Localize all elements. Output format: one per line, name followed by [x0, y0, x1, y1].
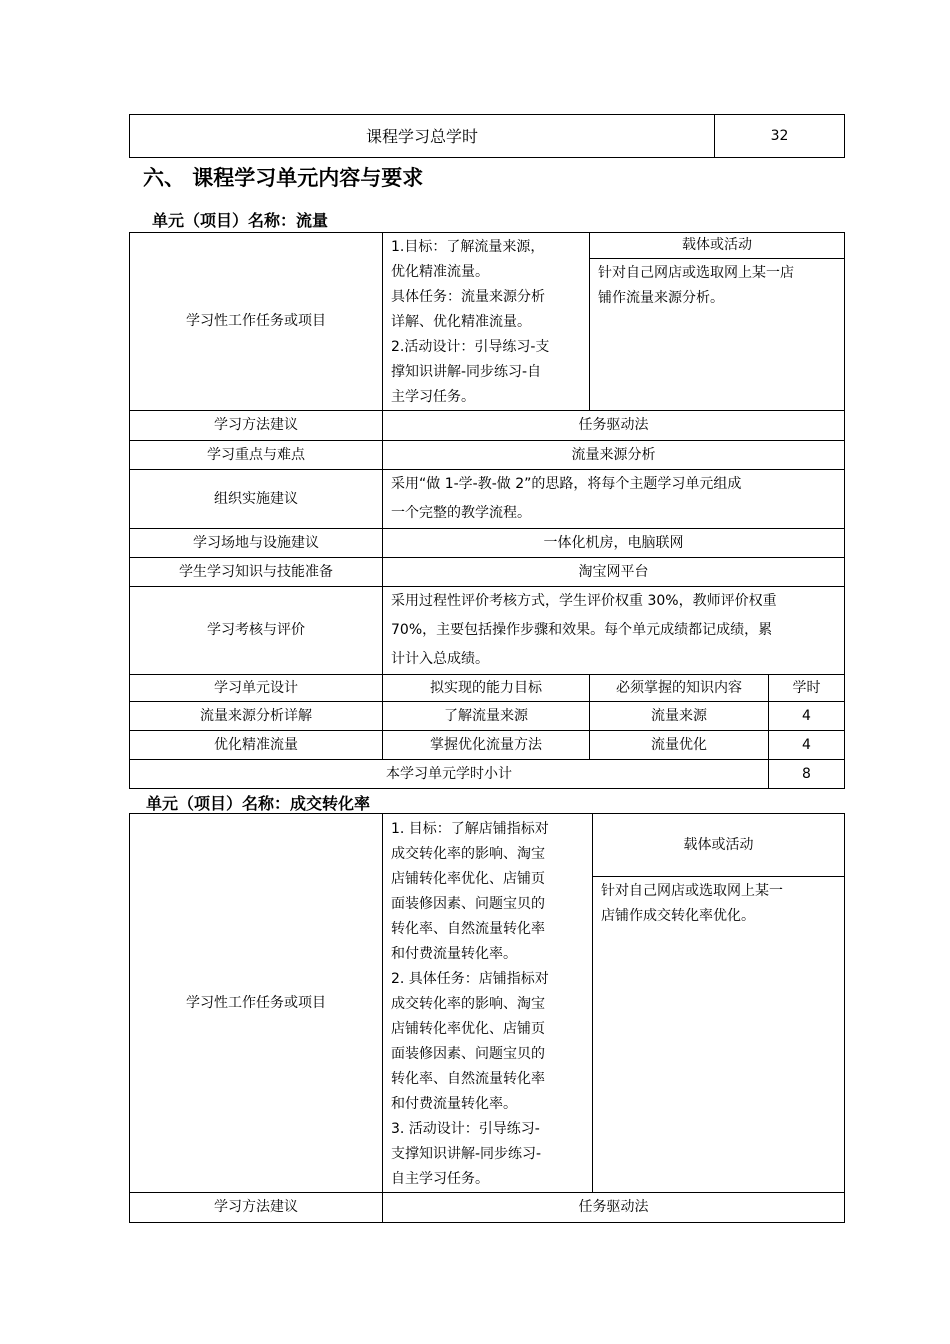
design-cell: 了解流量来源 — [383, 702, 590, 731]
unit2-carrier-text: 针对自己网店或选取网上某一 店铺作成交转化率优化。 — [601, 883, 783, 924]
unit1-eval-label: 学习考核与评价 — [130, 587, 383, 675]
total-hours-label: 课程学习总学时 — [130, 115, 715, 158]
design-header-hours: 学时 — [769, 675, 845, 702]
unit1-prep-label: 学生学习知识与技能准备 — [130, 558, 383, 587]
design-header-unit: 学习单元设计 — [130, 675, 383, 702]
unit1-site-label: 学习场地与设施建议 — [130, 529, 383, 558]
unit2-title: 单元（项目）名称：成交转化率 — [146, 794, 371, 813]
unit1-title: 单元（项目）名称：流量 — [152, 211, 329, 230]
unit2-table — [129, 813, 845, 1223]
design-cell: 掌握优化流量方法 — [383, 731, 590, 760]
unit2-carrier-cell — [593, 814, 845, 1193]
design-cell: 4 — [769, 731, 845, 760]
unit1-site-value: 一体化机房，电脑联网 — [383, 529, 845, 558]
unit1-org-label: 组织实施建议 — [130, 470, 383, 529]
table-row — [130, 702, 845, 731]
unit1-method-value: 任务驱动法 — [383, 411, 845, 441]
subtotal-value: 8 — [769, 760, 845, 789]
unit2-task-label: 学习性工作任务或项目 — [130, 814, 383, 1193]
design-cell: 4 — [769, 702, 845, 731]
subtotal-label: 本学习单元学时小计 — [130, 760, 769, 789]
unit1-method-label: 学习方法建议 — [130, 411, 383, 441]
design-cell: 流量来源 — [590, 702, 769, 731]
unit2-method-label: 学习方法建议 — [130, 1193, 383, 1223]
design-header-knowledge: 必须掌握的知识内容 — [590, 675, 769, 702]
unit1-focus-value: 流量来源分析 — [383, 441, 845, 470]
design-cell: 流量来源分析详解 — [130, 702, 383, 731]
table-row — [130, 731, 845, 760]
total-hours-value: 32 — [715, 115, 845, 158]
total-hours-table — [129, 114, 845, 158]
unit1-task-label: 学习性工作任务或项目 — [130, 233, 383, 411]
unit1-prep-value: 淘宝网平台 — [383, 558, 845, 587]
unit1-carrier-text: 针对自己网店或选取网上某一店 铺作流量来源分析。 — [598, 265, 794, 306]
unit2-task-text: 1. 目标：了解店铺指标对 成交转化率的影响、淘宝 店铺转化率优化、店铺页 面装修因素、问题宝贝的 转化率、自然流量转化率 和付费流量转化率。 2. 具体任务：店铺指标对 成交转化率的影响、淘宝 店铺转化率优化、店铺页 面装修因素、问题宝贝的 转化率、自然流量转化率 和付费流量转化率。 3. 活动设计：引导练习- 支撑知识讲解-同步练习- 自主学习任务。 — [383, 814, 593, 1193]
design-cell: 流量优化 — [590, 731, 769, 760]
unit1-carrier-label: 载体或活动 — [590, 233, 844, 259]
unit1-org-value: 采用“做 1-学-教-做 2”的思路，将每个主题学习单元组成 一个完整的教学流程。 — [383, 470, 845, 529]
unit2-carrier-label: 载体或活动 — [593, 814, 844, 877]
unit1-table — [129, 232, 845, 789]
unit2-method-value: 任务驱动法 — [383, 1193, 845, 1223]
design-header-goal: 拟实现的能力目标 — [383, 675, 590, 702]
section-title: 六、 课程学习单元内容与要求 — [143, 166, 424, 190]
unit1-carrier-cell — [590, 233, 845, 411]
unit1-focus-label: 学习重点与难点 — [130, 441, 383, 470]
design-cell: 优化精准流量 — [130, 731, 383, 760]
unit1-eval-value: 采用过程性评价考核方式，学生评价权重 30%，教师评价权重 70%，主要包括操作步骤和效果。每个单元成绩都记成绩，累 计计入总成绩。 — [383, 587, 845, 675]
unit1-task-text: 1.目标：了解流量来源， 优化精准流量。 具体任务：流量来源分析 详解、优化精准流量。 2.活动设计：引导练习-支 撑知识讲解-同步练习-自 主学习任务。 — [383, 233, 590, 411]
